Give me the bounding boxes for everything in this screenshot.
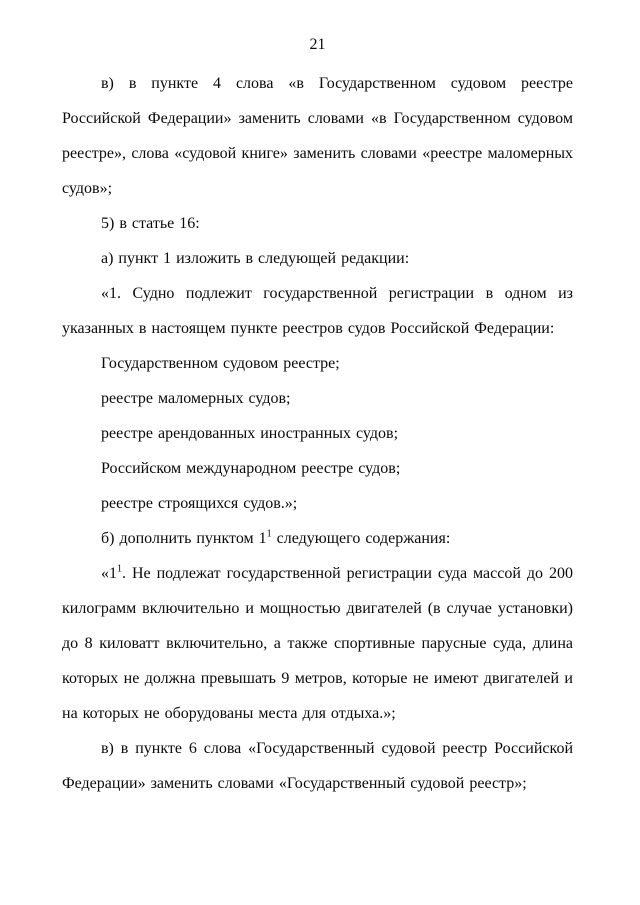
paragraph — [62, 346, 573, 381]
paragraph — [62, 451, 573, 486]
superscript-text-run: 1 — [117, 563, 122, 575]
text-run: а) пункт 1 изложить в следующей редакции: — [101, 250, 410, 267]
paragraph — [62, 416, 573, 451]
text-run: . Не подлежат государственной регистрации суда массой до 200 килограмм включительно и мощностью двигателей (в случае установки) до 8 киловатт включительно, а также спортивные парусные суда, длина которых не должна превышать 9 метров, которые не имеют двигателей и на которых не оборудованы места для отдыха.»; — [62, 565, 573, 722]
paragraph — [62, 241, 573, 276]
text-run: Государственном судовом реестре; — [101, 355, 340, 372]
paragraph — [62, 731, 573, 801]
superscript-text-run: 1 — [266, 528, 272, 540]
paragraph — [62, 206, 573, 241]
text-run: реестре строящихся судов.»; — [101, 495, 298, 512]
text-run: 5) в статье 16: — [101, 215, 200, 232]
text-run: Российском международном реестре судов; — [101, 460, 401, 477]
paragraph — [62, 66, 573, 206]
text-run: реестре маломерных судов; — [101, 390, 291, 407]
paragraph — [62, 276, 573, 346]
paragraph — [62, 556, 573, 731]
text-run: реестре арендованных иностранных судов; — [101, 425, 399, 442]
text-run: «1 — [101, 565, 117, 582]
page-number: 21 — [309, 36, 326, 53]
text-run: в) в пункте 4 слова «в Государственном судовом реестре Российской Федерации» заменить словами «в Государственном судовом реестре», слова «судовой книге» заменить словами «реестре маломерных судов»; — [62, 75, 573, 197]
text-run: «1. Судно подлежит государственной регистрации в одном из указанных в настоящем пункте реестров судов Российской Федерации: — [62, 285, 573, 337]
text-run: следующего содержания: — [271, 530, 451, 547]
paragraph — [62, 381, 573, 416]
document-body — [62, 66, 573, 801]
text-run: в) в пункте 6 слова «Государственный судовой реестр Российской Федерации» заменить словами «Государственный судовой реестр»; — [62, 740, 573, 792]
text-run: б) дополнить пунктом 1 — [101, 530, 267, 547]
paragraph — [62, 486, 573, 521]
paragraph — [62, 521, 573, 556]
